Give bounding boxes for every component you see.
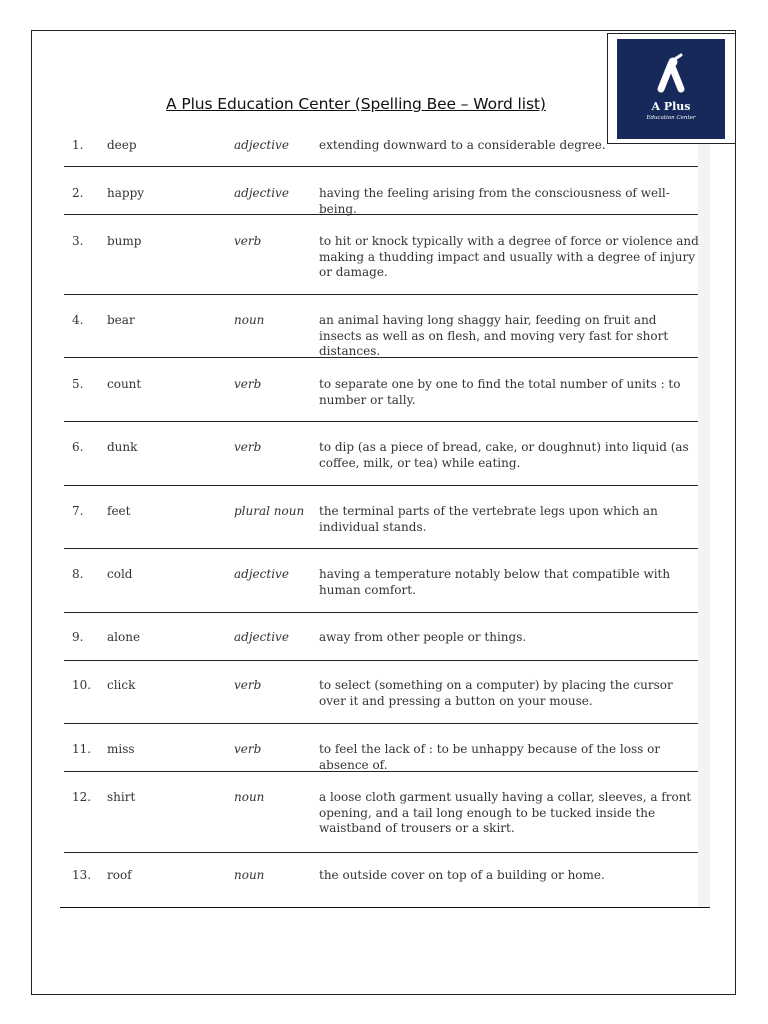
row-divider bbox=[64, 485, 698, 486]
item-definition: to select (something on a computer) by placing the cursor over it and pressing a button on your mouse. bbox=[319, 678, 673, 708]
item-number: 1. bbox=[72, 138, 84, 152]
item-definition: away from other people or things. bbox=[319, 630, 527, 644]
row-divider bbox=[64, 214, 698, 215]
item-word: count bbox=[107, 377, 142, 391]
item-definition: the terminal parts of the vertebrate legs upon which an individual stands. bbox=[319, 504, 658, 534]
item-part-of-speech: noun bbox=[234, 313, 265, 327]
item-definition: extending downward to a considerable degree. bbox=[319, 138, 606, 152]
item-word: miss bbox=[107, 742, 135, 756]
item-number: 13. bbox=[72, 868, 92, 882]
item-part-of-speech: adjective bbox=[234, 630, 289, 644]
item-number: 9. bbox=[72, 630, 84, 644]
item-word: feet bbox=[107, 504, 131, 518]
row-divider bbox=[64, 771, 698, 772]
item-definition: to dip (as a piece of bread, cake, or doughnut) into liquid (as coffee, milk, or tea) while eating. bbox=[319, 440, 689, 470]
item-number: 10. bbox=[72, 678, 92, 692]
row-divider bbox=[64, 723, 698, 724]
logo bbox=[607, 33, 736, 144]
item-word: happy bbox=[107, 186, 145, 200]
item-part-of-speech: verb bbox=[234, 678, 262, 692]
item-part-of-speech: verb bbox=[234, 234, 262, 248]
row-divider bbox=[64, 612, 698, 613]
item-part-of-speech: noun bbox=[234, 868, 265, 882]
item-number: 2. bbox=[72, 186, 84, 200]
item-word: click bbox=[107, 678, 136, 692]
scan-shadow bbox=[698, 128, 710, 908]
row-divider bbox=[64, 852, 698, 853]
row-divider bbox=[64, 357, 698, 358]
item-number: 12. bbox=[72, 790, 92, 804]
row-divider bbox=[64, 660, 698, 661]
row-divider bbox=[64, 421, 698, 422]
table-bottom-rule bbox=[60, 907, 710, 908]
item-part-of-speech: verb bbox=[234, 742, 262, 756]
logo-background bbox=[617, 39, 725, 139]
item-number: 5. bbox=[72, 377, 84, 391]
item-word: cold bbox=[107, 567, 133, 581]
item-number: 8. bbox=[72, 567, 84, 581]
logo-name: A Plus bbox=[651, 100, 691, 113]
item-definition: a loose cloth garment usually having a collar, sleeves, a front opening, and a tail long enough to be tucked inside the waistband of trousers or a skirt. bbox=[319, 790, 692, 835]
item-part-of-speech: adjective bbox=[234, 138, 289, 152]
item-part-of-speech: adjective bbox=[234, 567, 289, 581]
item-word: bump bbox=[107, 234, 142, 248]
item-word: shirt bbox=[107, 790, 136, 804]
row-divider bbox=[64, 294, 698, 295]
item-word: dunk bbox=[107, 440, 138, 454]
item-definition: to separate one by one to find the total number of units : to number or tally. bbox=[319, 377, 681, 407]
row-divider bbox=[64, 166, 698, 167]
logo-mark-icon bbox=[617, 39, 725, 99]
item-word: alone bbox=[107, 630, 141, 644]
item-definition: having a temperature notably below that compatible with human comfort. bbox=[319, 567, 671, 597]
item-part-of-speech: verb bbox=[234, 377, 262, 391]
logo-subtitle: Education Center bbox=[646, 115, 696, 121]
page-title: A Plus Education Center (Spelling Bee – Word list) bbox=[166, 95, 546, 113]
item-word: deep bbox=[107, 138, 137, 152]
item-number: 7. bbox=[72, 504, 84, 518]
item-definition: having the feeling arising from the consciousness of well-being. bbox=[319, 186, 670, 216]
row-divider bbox=[64, 548, 698, 549]
item-number: 6. bbox=[72, 440, 84, 454]
item-number: 4. bbox=[72, 313, 84, 327]
item-number: 3. bbox=[72, 234, 84, 248]
item-definition: the outside cover on top of a building or home. bbox=[319, 868, 605, 882]
item-part-of-speech: noun bbox=[234, 790, 265, 804]
item-part-of-speech: adjective bbox=[234, 186, 289, 200]
item-number: 11. bbox=[72, 742, 92, 756]
item-definition: to feel the lack of : to be unhappy because of the loss or absence of. bbox=[319, 742, 661, 772]
item-part-of-speech: plural noun bbox=[234, 504, 305, 518]
item-word: bear bbox=[107, 313, 135, 327]
item-part-of-speech: verb bbox=[234, 440, 262, 454]
item-word: roof bbox=[107, 868, 132, 882]
item-definition: to hit or knock typically with a degree of force or violence and making a thudding impact and usually with a degree of injury or damage. bbox=[319, 234, 699, 279]
item-definition: an animal having long shaggy hair, feeding on fruit and insects as well as on flesh, and moving very fast for short distances. bbox=[319, 313, 669, 358]
